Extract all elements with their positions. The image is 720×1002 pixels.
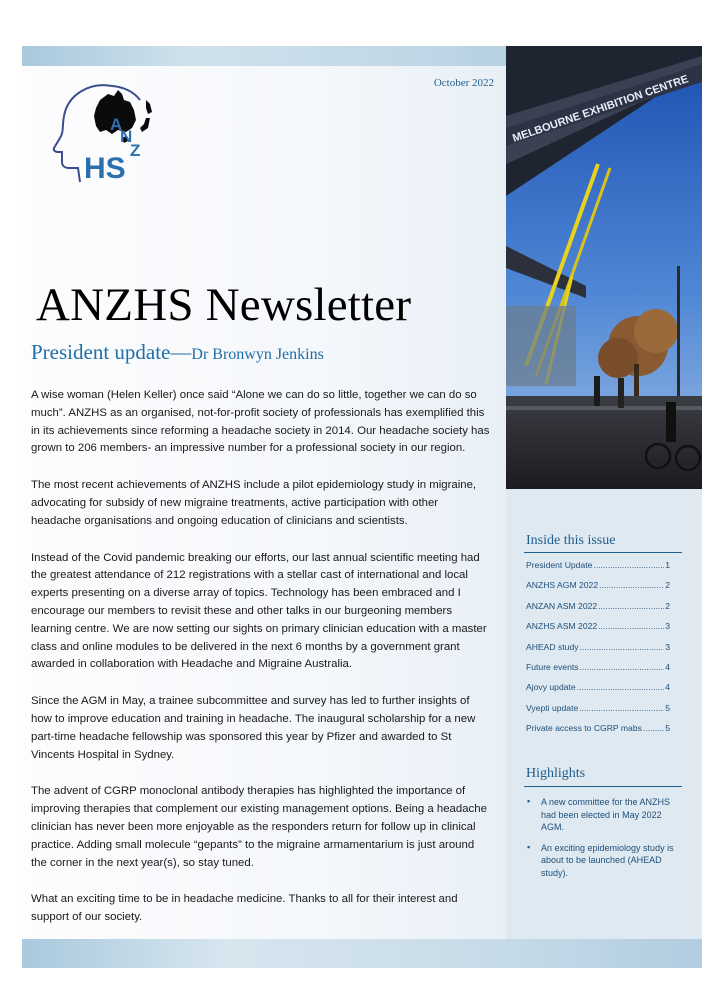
toc-leader bbox=[599, 580, 664, 590]
highlights-list bbox=[527, 796, 677, 888]
toc-divider bbox=[524, 552, 682, 553]
toc-item-label: ANZHS AGM 2022 bbox=[526, 580, 599, 591]
toc-item-page: 4 bbox=[665, 661, 670, 672]
toc-item-page: 3 bbox=[665, 621, 670, 632]
newsletter-title: ANZHS Newsletter bbox=[36, 279, 412, 331]
toc-item-label: Ajovy update bbox=[526, 682, 576, 693]
anzhs-logo bbox=[50, 78, 168, 188]
toc-item-page: 2 bbox=[665, 600, 670, 611]
toc-item[interactable] bbox=[526, 703, 670, 723]
toc-item-label: ANZHS ASM 2022 bbox=[526, 621, 598, 632]
body-paragraph: What an exciting time to be in headache medicine. Thanks to all for their interest and support of our society. bbox=[31, 893, 458, 924]
header-band bbox=[22, 46, 506, 66]
highlight-text: An exciting epidemiology study is about to be launched (AHEAD study). bbox=[541, 842, 674, 878]
footer-band bbox=[22, 939, 702, 968]
body-paragraph: A wise woman (Helen Keller) once said “Alone we can do so little, together we can do so much”. ANZHS as an organised, not-for-profit society of professionals has exemplified this in its achievements since reforming a headache society in 2014. Our headache society has grown to 206 members- an impressive number for a professional society in our region. bbox=[31, 389, 490, 455]
toc-item[interactable] bbox=[526, 580, 670, 600]
toc-item-page: 3 bbox=[665, 641, 670, 652]
toc-item[interactable] bbox=[526, 560, 670, 580]
issue-date: October 2022 bbox=[433, 77, 494, 89]
toc-leader bbox=[593, 560, 664, 570]
bullet-icon: ▪ bbox=[527, 796, 531, 806]
toc-item-page: 2 bbox=[665, 580, 670, 591]
author-name: Dr Bronwyn Jenkins bbox=[191, 346, 324, 363]
toc-item[interactable] bbox=[526, 621, 670, 641]
toc-item-label: ANZAN ASM 2022 bbox=[526, 600, 598, 611]
toc-item[interactable] bbox=[526, 662, 670, 682]
toc-leader bbox=[580, 662, 665, 672]
bullet-icon: ▪ bbox=[527, 841, 531, 852]
svg-text:Z: Z bbox=[130, 141, 141, 160]
highlight-item bbox=[527, 796, 677, 834]
toc-item-label: AHEAD study bbox=[526, 641, 579, 652]
toc-item-page: 4 bbox=[665, 682, 670, 693]
toc-heading: Inside this issue bbox=[526, 533, 616, 548]
highlights-divider bbox=[524, 786, 682, 787]
highlight-item bbox=[527, 842, 677, 880]
photo-sign-text: MELBOURNE EXHIBITION CENTRE bbox=[511, 73, 691, 145]
president-update-body bbox=[31, 387, 490, 946]
toc-item-page: 5 bbox=[665, 723, 670, 734]
president-update-heading bbox=[31, 340, 324, 365]
toc-item-label: Future events bbox=[526, 661, 579, 672]
body-paragraph: Instead of the Covid pandemic breaking our efforts, our last annual scientific meeting had the greatest attendance of 212 registrations with a stellar cast of international and local experts presenting on a diverse array of topics. Technology has been embraced and I encourage our members to revisit these and other talks in our burgeoning members learning centre. We are now setting our sights on primary clinician education with a master class and online modules to be delivered in the next 6 months by a government grant awarded in collaboration with Headache and Migraine Australia. bbox=[31, 551, 487, 671]
body-paragraph: Since the AGM in May, a trainee subcommittee and survey has led to further insights of how to improve education and training in headache. The inaugural scholarship for a new part-time headache fellowship was sponsored this year by Pfizer and awarded to St Vincents Hospital in Sydney. bbox=[31, 695, 476, 761]
highlights-heading: Highlights bbox=[526, 766, 586, 781]
toc-item-page: 1 bbox=[665, 560, 670, 570]
toc-item[interactable] bbox=[526, 601, 670, 621]
toc-item-label: Private access to CGRP mabs bbox=[526, 723, 642, 734]
svg-text:N: N bbox=[120, 127, 133, 146]
toc-leader bbox=[643, 723, 664, 733]
toc-leader bbox=[579, 703, 664, 713]
subtitle-text: President update— bbox=[31, 340, 192, 364]
toc-item-page: 5 bbox=[665, 702, 670, 713]
toc-leader bbox=[577, 682, 665, 692]
svg-text:A: A bbox=[110, 115, 123, 134]
table-of-contents bbox=[526, 560, 670, 744]
toc-leader bbox=[580, 642, 665, 652]
body-paragraph: The most recent achievements of ANZHS include a pilot epidemiology study in migraine, advocating for subsidy of new migraine treatments, active participation with other headache organisations and ongoing education of clinicians and scientists. bbox=[31, 479, 477, 527]
body-paragraph: The advent of CGRP monoclonal antibody therapies has highlighted the importance of improving therapies that complement our existing management options. Being a headache clinician has never been more enjoyable as the responders return for follow up in clinical practice. Adding small molecule “gepants” to the migraine armamentarium is just around the corner in the next year(s), so stay tuned. bbox=[31, 785, 487, 869]
highlight-text: A new committee for the ANZHS had been elected in May 2022 AGM. bbox=[541, 797, 671, 833]
toc-item[interactable] bbox=[526, 723, 670, 743]
toc-item-label: President Update bbox=[526, 560, 593, 570]
toc-item[interactable] bbox=[526, 642, 670, 662]
toc-leader bbox=[598, 621, 664, 631]
toc-item[interactable] bbox=[526, 682, 670, 702]
exhibition-centre-photo bbox=[506, 46, 702, 489]
svg-text:HS: HS bbox=[84, 152, 126, 185]
toc-leader bbox=[598, 601, 664, 611]
toc-item-label: Vyepti update bbox=[526, 702, 579, 713]
